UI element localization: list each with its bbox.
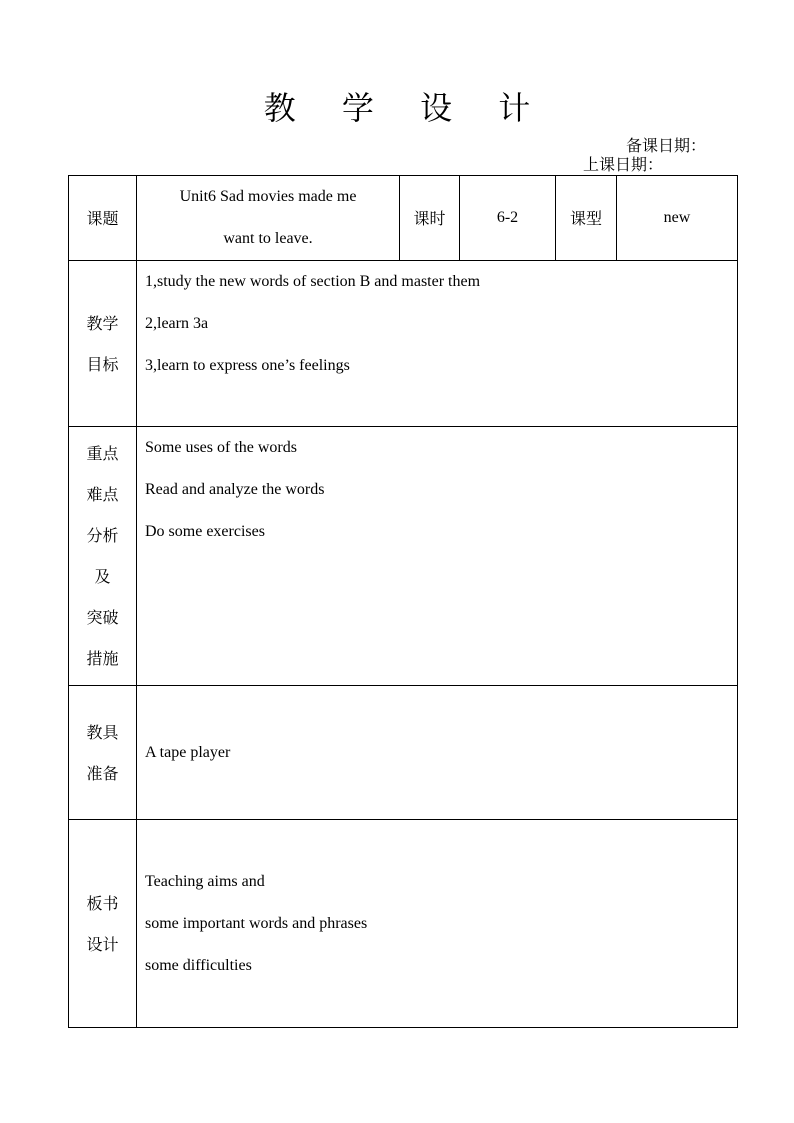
topic-row	[69, 176, 738, 261]
board-label-cell	[69, 820, 137, 1028]
materials-text: A tape player	[145, 743, 231, 761]
type-value: new	[617, 176, 738, 261]
objectives-label-2: 目标	[86, 354, 119, 374]
document-title: 教 学 设 计	[263, 89, 549, 127]
board-label-1: 板书	[86, 893, 119, 913]
objectives-row	[69, 261, 738, 427]
type-label-cell	[556, 176, 617, 261]
objective-item: 1,study the new words of section B and master them	[145, 273, 481, 290]
topic-value-cell	[137, 176, 400, 261]
lesson-plan-table	[68, 175, 738, 1028]
board-content	[137, 820, 738, 1028]
key-points-label-2: 难点	[86, 485, 119, 504]
key-point-item: Do some exercises	[145, 523, 265, 540]
key-points-label-6: 措施	[86, 649, 119, 668]
period-label: 课时	[413, 208, 446, 228]
objective-item: 2,learn 3a	[145, 315, 209, 332]
key-points-label-1: 重点	[86, 444, 119, 463]
key-point-item: Some uses of the words	[145, 439, 297, 456]
objective-item: 3,learn to express one’s feelings	[145, 357, 350, 374]
type-label: 课型	[569, 208, 602, 228]
class-date-label: 上课日期：	[583, 155, 664, 174]
key-points-label-4: 及	[94, 567, 111, 586]
materials-label-1: 教具	[86, 722, 119, 742]
prep-date-label: 备课日期：	[626, 136, 707, 155]
board-item: Teaching aims and	[145, 872, 265, 890]
key-points-label-3: 分析	[86, 526, 119, 545]
board-item: some difficulties	[145, 956, 252, 974]
topic-line-2: want to leave.	[223, 230, 313, 247]
key-points-row	[69, 427, 738, 686]
objectives-label-1: 教学	[86, 313, 119, 333]
materials-content	[137, 686, 738, 820]
board-label-2: 设计	[86, 934, 119, 954]
objectives-label-cell	[69, 261, 137, 427]
objectives-content	[137, 261, 738, 427]
key-points-content	[137, 427, 738, 686]
materials-label-2: 准备	[86, 763, 119, 783]
period-value: 6-2	[460, 176, 556, 261]
topic-label: 课题	[86, 208, 119, 228]
board-item: some important words and phrases	[145, 914, 368, 932]
board-row	[69, 820, 738, 1028]
topic-label-cell	[69, 176, 137, 261]
materials-row	[69, 686, 738, 820]
topic-line-1: Unit6 Sad movies made me	[179, 188, 357, 205]
materials-label-cell	[69, 686, 137, 820]
key-points-label-cell	[69, 427, 137, 686]
key-point-item: Read and analyze the words	[145, 481, 325, 498]
period-label-cell	[400, 176, 460, 261]
key-points-label-5: 突破	[86, 608, 119, 627]
